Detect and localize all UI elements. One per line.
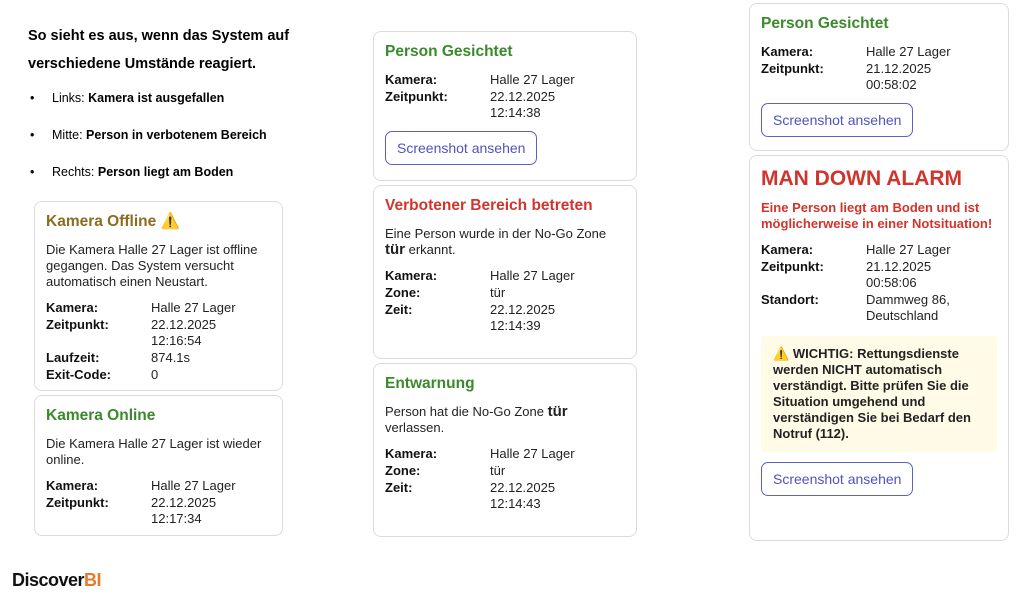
value-kamera: Halle 27 Lager bbox=[490, 268, 575, 283]
value-zeit: 22.12.2025 12:14:43 bbox=[490, 480, 556, 511]
label-zone: Zone: bbox=[385, 463, 421, 478]
value-zeitpunkt: 22.12.2025 12:17:34 bbox=[151, 495, 217, 526]
label-zeitpunkt: Zeitpunkt: bbox=[761, 61, 824, 76]
description-text: verlassen. bbox=[385, 420, 445, 435]
camera-online-title: Kamera Online bbox=[46, 407, 156, 424]
label-kamera: Kamera: bbox=[385, 268, 438, 283]
details-list bbox=[761, 44, 997, 93]
zone-name: tür bbox=[547, 403, 568, 420]
value-zone: tür bbox=[490, 285, 506, 300]
camera-offline-title: Kamera Offline bbox=[46, 213, 157, 230]
intro-section bbox=[28, 22, 328, 201]
forbidden-area-card bbox=[373, 185, 637, 359]
intro-heading: So sieht es aus, wenn das System auf verschiedene Umstände reagiert. bbox=[28, 28, 290, 72]
important-notice-text: WICHTIG: Rettungsdienste werden NICHT automatisch verständigt. Bitte prüfen Sie die Situation umgehend und verständigen Sie bei Bedarf den Notruf (112). bbox=[773, 346, 971, 441]
intro-list bbox=[28, 90, 328, 201]
label-zone: Zone: bbox=[385, 285, 421, 300]
value-standort: Dammweg 86, Deutschland bbox=[866, 292, 950, 323]
label-kamera: Kamera: bbox=[46, 478, 99, 493]
label-kamera: Kamera: bbox=[385, 446, 438, 461]
screenshot-button[interactable]: Screenshot ansehen bbox=[761, 462, 913, 496]
details-list bbox=[385, 72, 625, 121]
details-list bbox=[46, 478, 271, 527]
important-notice bbox=[761, 336, 997, 452]
description-text: Person hat die No-Go Zone bbox=[385, 404, 548, 419]
label-kamera: Kamera: bbox=[385, 72, 438, 87]
details-list bbox=[761, 242, 997, 324]
camera-online-card bbox=[34, 395, 283, 536]
intro-item-bold: Person in verbotenem Bereich bbox=[86, 128, 267, 142]
value-kamera: Halle 27 Lager bbox=[490, 446, 575, 461]
value-kamera: Halle 27 Lager bbox=[866, 242, 951, 257]
value-laufzeit: 874.1s bbox=[151, 350, 191, 365]
details-list bbox=[385, 268, 625, 334]
label-laufzeit: Laufzeit: bbox=[46, 350, 100, 365]
intro-item-prefix: Mitte: bbox=[52, 128, 87, 142]
label-zeit: Zeit: bbox=[385, 302, 413, 317]
label-zeitpunkt: Zeitpunkt: bbox=[46, 495, 109, 510]
intro-item-prefix: Rechts: bbox=[52, 165, 98, 179]
label-standort: Standort: bbox=[761, 292, 819, 307]
intro-item-prefix: Links: bbox=[52, 91, 89, 105]
value-zeitpunkt: 21.12.2025 00:58:06 bbox=[866, 259, 932, 290]
value-kamera: Halle 27 Lager bbox=[866, 44, 951, 59]
forbidden-area-title: Verbotener Bereich betreten bbox=[385, 197, 593, 214]
alarm-title: MAN DOWN ALARM bbox=[761, 167, 963, 190]
person-sighted-card bbox=[373, 31, 637, 181]
logo-text-part2: BI bbox=[84, 570, 102, 590]
zone-name: tür bbox=[385, 241, 405, 258]
details-list bbox=[46, 300, 271, 383]
label-kamera: Kamera: bbox=[761, 44, 814, 59]
warning-icon: ⚠️ bbox=[160, 213, 180, 230]
intro-item-left bbox=[28, 90, 328, 127]
screenshot-button[interactable]: Screenshot ansehen bbox=[761, 103, 913, 137]
card-title bbox=[46, 212, 271, 232]
all-clear-title: Entwarnung bbox=[385, 375, 475, 392]
description-text: Eine Person wurde in der No-Go Zone bbox=[385, 226, 607, 241]
value-exit-code: 0 bbox=[151, 367, 159, 382]
label-zeit: Zeit: bbox=[385, 480, 413, 495]
details-list bbox=[385, 446, 625, 512]
value-kamera: Halle 27 Lager bbox=[490, 72, 575, 87]
label-kamera: Kamera: bbox=[761, 242, 814, 257]
man-down-alarm-card bbox=[749, 155, 1009, 541]
value-zeitpunkt: 22.12.2025 12:14:38 bbox=[490, 89, 556, 120]
logo-text-part1: Discover bbox=[12, 570, 85, 590]
discoverbi-logo bbox=[12, 570, 101, 591]
label-zeitpunkt: Zeitpunkt: bbox=[761, 259, 824, 274]
warning-icon: ⚠️ bbox=[773, 346, 790, 361]
label-exit-code: Exit-Code: bbox=[46, 367, 111, 382]
value-zeit: 22.12.2025 12:14:39 bbox=[490, 302, 556, 333]
intro-item-bold: Person liegt am Boden bbox=[97, 165, 234, 179]
value-zeitpunkt: 22.12.2025 12:16:54 bbox=[151, 317, 217, 348]
person-sighted-card-right bbox=[749, 3, 1009, 151]
intro-item-right bbox=[28, 164, 328, 201]
all-clear-card bbox=[373, 363, 637, 537]
camera-offline-description: Die Kamera Halle 27 Lager ist offline gegangen. Das System versucht automatisch einen Neustart. bbox=[46, 242, 258, 289]
value-zeitpunkt: 21.12.2025 00:58:02 bbox=[866, 61, 932, 92]
screenshot-button[interactable]: Screenshot ansehen bbox=[385, 131, 537, 165]
person-sighted-title: Person Gesichtet bbox=[761, 15, 889, 32]
forbidden-area-description bbox=[385, 226, 625, 258]
camera-offline-card bbox=[34, 201, 283, 391]
value-kamera: Halle 27 Lager bbox=[151, 300, 236, 315]
value-zone: tür bbox=[490, 463, 506, 478]
value-kamera: Halle 27 Lager bbox=[151, 478, 236, 493]
label-zeitpunkt: Zeitpunkt: bbox=[46, 317, 109, 332]
person-sighted-title: Person Gesichtet bbox=[385, 43, 513, 60]
all-clear-description bbox=[385, 404, 625, 436]
label-zeitpunkt: Zeitpunkt: bbox=[385, 89, 448, 104]
alarm-description: Eine Person liegt am Boden und ist möglicherweise in einer Notsituation! bbox=[761, 200, 993, 231]
intro-item-bold: Kamera ist ausgefallen bbox=[88, 91, 225, 105]
camera-online-description: Die Kamera Halle 27 Lager ist wieder online. bbox=[46, 436, 262, 467]
label-kamera: Kamera: bbox=[46, 300, 99, 315]
description-text: erkannt. bbox=[405, 242, 456, 257]
intro-item-middle bbox=[28, 127, 328, 164]
